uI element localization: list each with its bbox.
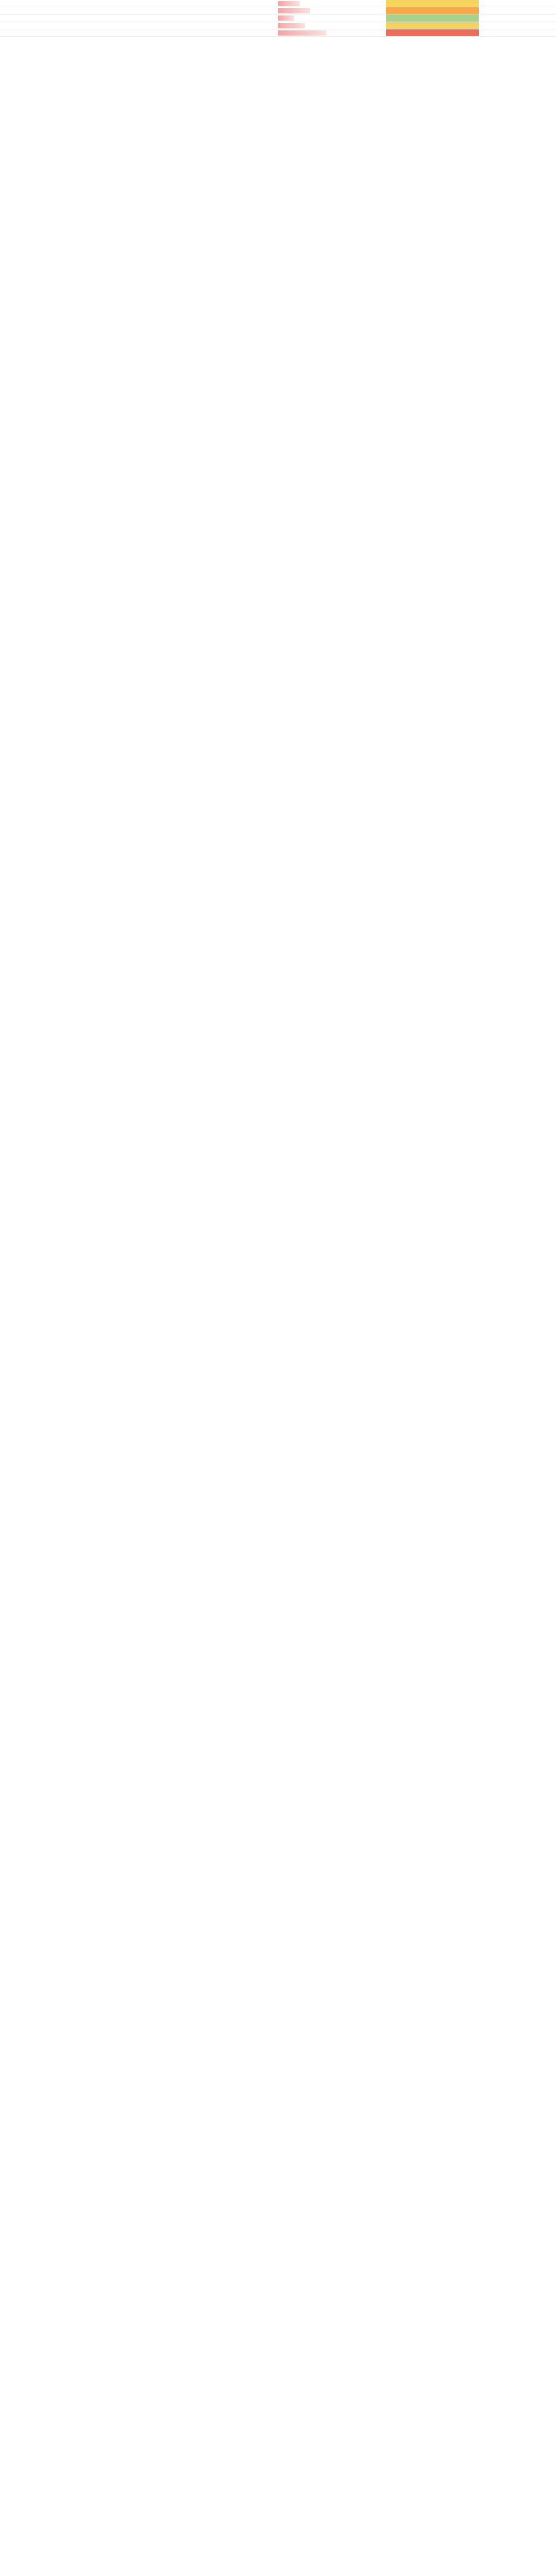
date-cell: [480, 14, 555, 21]
table-cell-c4: [178, 0, 230, 7]
heat-fill: [386, 0, 479, 7]
table-cell-c1: [21, 14, 57, 21]
data-bar-cell: [278, 22, 332, 29]
table-cell-c5: [231, 0, 277, 7]
table-cell-c5: [231, 7, 277, 14]
table-cell-c5: [231, 22, 277, 29]
date-cell: [480, 7, 555, 14]
table-row: [0, 29, 556, 37]
table-row: [0, 22, 556, 29]
heat-cell: [386, 29, 479, 36]
table-cell-c7: [333, 14, 384, 21]
heat-cell: [386, 14, 479, 21]
table-cell-c7: [333, 29, 384, 36]
table-cell-c5: [231, 14, 277, 21]
data-bar: [278, 8, 310, 13]
table-cell-c2: [58, 7, 114, 14]
heat-fill: [386, 29, 479, 36]
table-cell-c4: [178, 7, 230, 14]
table-cell-c4: [178, 14, 230, 21]
table-cell-c3: [115, 29, 177, 36]
heat-fill: [386, 7, 479, 14]
heat-fill: [386, 14, 479, 21]
table-cell-c0: [0, 22, 20, 29]
table-cell-c2: [58, 14, 114, 21]
table-cell-c0: [0, 14, 20, 21]
table-cell-c3: [115, 22, 177, 29]
data-bar: [278, 1, 300, 6]
table-cell-c4: [178, 22, 230, 29]
data-bar-cell: [278, 7, 332, 14]
table-cell-c1: [21, 7, 57, 14]
data-bar-cell: [278, 14, 332, 21]
heat-fill: [386, 22, 479, 29]
table-cell-c7: [333, 22, 384, 29]
date-cell: [480, 0, 555, 7]
table-cell-c3: [115, 7, 177, 14]
date-cell: [480, 22, 555, 29]
date-cell: [480, 29, 555, 36]
table-cell-c2: [58, 0, 114, 7]
table-row: [0, 0, 556, 7]
table-cell-c0: [0, 0, 20, 7]
table-cell-c3: [115, 0, 177, 7]
data-bar: [278, 23, 305, 28]
table-cell-c4: [178, 29, 230, 36]
data-table: [0, 0, 556, 37]
data-bar: [278, 15, 294, 21]
table-cell-c2: [58, 29, 114, 36]
table-cell-c3: [115, 14, 177, 21]
table-cell-c2: [58, 22, 114, 29]
table-cell-c1: [21, 22, 57, 29]
table-cell-c7: [333, 7, 384, 14]
table-row: [0, 14, 556, 22]
table-cell-c0: [0, 29, 20, 36]
table-row: [0, 7, 556, 14]
table-cell-c0: [0, 7, 20, 14]
table-cell-c7: [333, 0, 384, 7]
heat-cell: [386, 7, 479, 14]
data-bar: [278, 30, 326, 36]
table-cell-c1: [21, 29, 57, 36]
data-bar-cell: [278, 0, 332, 7]
table-cell-c1: [21, 0, 57, 7]
data-bar-cell: [278, 29, 332, 36]
table-cell-c5: [231, 29, 277, 36]
heat-cell: [386, 0, 479, 7]
heat-cell: [386, 22, 479, 29]
